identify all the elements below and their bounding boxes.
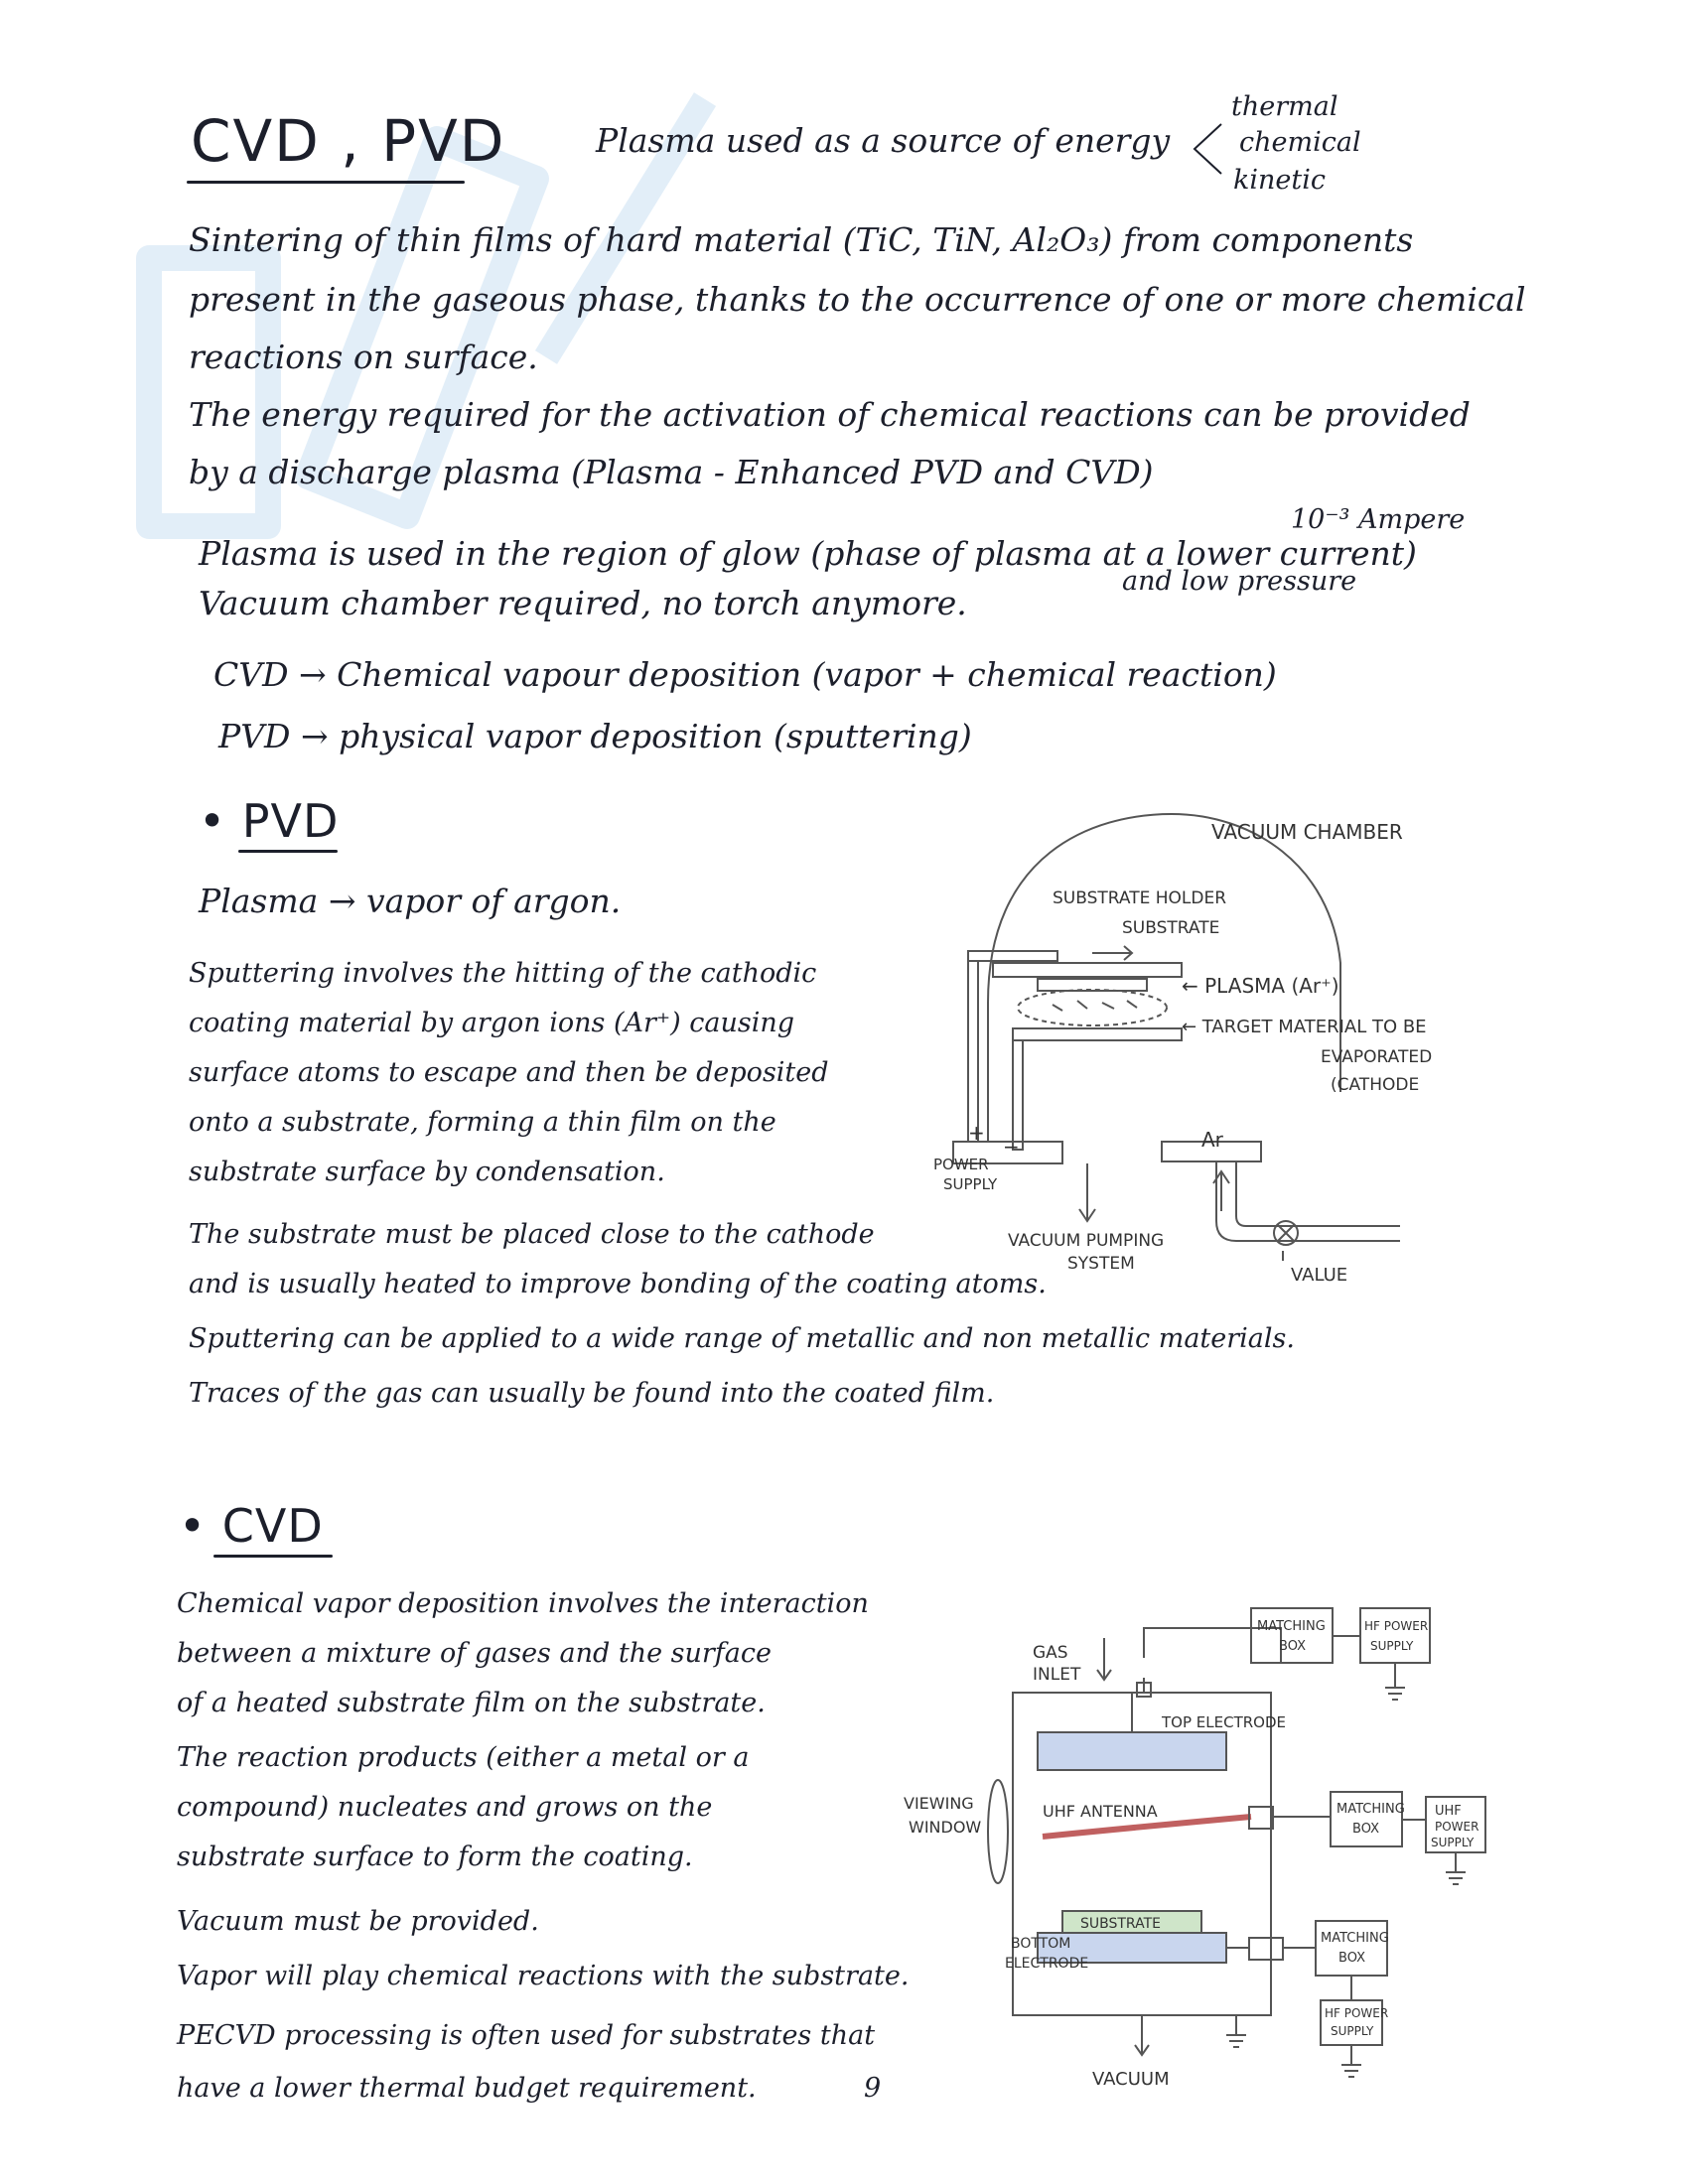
- hf-power-low-1: HF POWER: [1325, 2006, 1389, 2020]
- cvd-line-5: compound) nucleates and grows on the: [177, 1792, 713, 1823]
- vacuum-chamber-label: VACUUM CHAMBER: [1211, 820, 1403, 844]
- target-label-2: EVAPORATED: [1321, 1047, 1433, 1067]
- pvd-chamber-diagram: [894, 794, 1509, 1291]
- hf-power-top-2: SUPPLY: [1370, 1639, 1414, 1653]
- pvd-p2-line-2: and is usually heated to improve bonding of the coating atoms.: [189, 1269, 1047, 1299]
- title-underline: [187, 181, 465, 184]
- page-title: CVD , PVD: [191, 107, 506, 175]
- cvd-line-6: substrate surface to form the coating.: [177, 1842, 693, 1872]
- intro-line-3: reactions on surface.: [189, 338, 538, 376]
- valve-label: VALUE: [1291, 1265, 1348, 1286]
- gas-inlet-label-1: GAS: [1033, 1643, 1068, 1663]
- matching-box-top-2: BOX: [1279, 1639, 1306, 1654]
- cvd-line-7: Vacuum must be provided.: [177, 1906, 539, 1937]
- plasma-label: ← PLASMA (Ar⁺): [1182, 974, 1339, 998]
- cvd-definition: CVD → Chemical vapour deposition (vapor + chemical reaction): [213, 655, 1277, 694]
- target-label-3: (CATHODE: [1331, 1075, 1420, 1095]
- bottom-electrode-1: BOTTOM: [1011, 1936, 1071, 1952]
- intro-line-1: Sintering of thin films of hard material (TiC, TiN, Al₂O₃) from components: [189, 220, 1414, 259]
- cvd-line-9: PECVD processing is often used for substrates that: [177, 2020, 876, 2051]
- energy-line: Plasma used as a source of energy: [596, 121, 1171, 160]
- matching-box-mid-1: MATCHING: [1336, 1802, 1405, 1817]
- intro-line-2: present in the gaseous phase, thanks to the occurrence of one or more chemical: [189, 280, 1526, 319]
- cvd-line-10: have a lower thermal budget requirement.: [177, 2073, 757, 2104]
- cvd-line-2: between a mixture of gases and the surface: [177, 1638, 772, 1669]
- cvd-line-3: of a heated substrate film on the substrate.: [177, 1688, 766, 1718]
- energy-type-thermal: thermal: [1231, 91, 1338, 122]
- target-label-1: ← TARGET MATERIAL TO BE: [1182, 1017, 1427, 1037]
- pvd-p1-line-1: Sputtering involves the hitting of the cathodic: [189, 958, 817, 989]
- pressure-note: and low pressure: [1122, 566, 1357, 597]
- viewing-window-label-1: VIEWING: [904, 1794, 974, 1813]
- plus-sign: +: [968, 1121, 985, 1145]
- uhf-antenna-label: UHF ANTENNA: [1043, 1802, 1158, 1821]
- pvd-p1-line-4: onto a substrate, forming a thin film on the: [189, 1107, 776, 1138]
- energy-type-kinetic: kinetic: [1233, 165, 1326, 196]
- bottom-electrode-2: ELECTRODE: [1005, 1956, 1089, 1972]
- pvd-p2-line-3: Sputtering can be applied to a wide range of metallic and non metallic materials.: [189, 1323, 1295, 1354]
- cvd-line-4: The reaction products (either a metal or a: [177, 1742, 750, 1773]
- pvd-plasma-line: Plasma → vapor of argon.: [199, 882, 622, 920]
- minus-sign: −: [1003, 1135, 1020, 1159]
- hf-power-low-2: SUPPLY: [1331, 2024, 1374, 2038]
- cvd-line-1: Chemical vapor deposition involves the interaction: [177, 1588, 869, 1619]
- pvd-p1-line-5: substrate surface by condensation.: [189, 1157, 665, 1187]
- pumping-label-2: SYSTEM: [1067, 1254, 1135, 1274]
- cvd-heading: • CVD: [179, 1499, 324, 1553]
- pecvd-reactor-diagram: [894, 1588, 1529, 2105]
- matching-box-mid-2: BOX: [1352, 1822, 1379, 1837]
- intro-line-7: Vacuum chamber required, no torch anymore.: [199, 584, 967, 622]
- intro-line-5: by a discharge plasma (Plasma - Enhanced PVD and CVD): [189, 453, 1154, 491]
- page-number: 9: [864, 2073, 882, 2104]
- pvd-p2-line-4: Traces of the gas can usually be found into the coated film.: [189, 1378, 995, 1409]
- intro-line-4: The energy required for the activation of chemical reactions can be provided: [189, 395, 1471, 434]
- matching-box-low-2: BOX: [1338, 1951, 1365, 1966]
- substrate-label: SUBSTRATE: [1122, 918, 1220, 938]
- pumping-label-1: VACUUM PUMPING: [1008, 1231, 1165, 1251]
- uhf-power-2: POWER: [1435, 1820, 1479, 1834]
- matching-box-low-1: MATCHING: [1321, 1931, 1389, 1946]
- brace-icon: [1187, 119, 1226, 179]
- uhf-power-3: SUPPLY: [1431, 1836, 1475, 1849]
- substrate-holder-label: SUBSTRATE HOLDER: [1053, 888, 1227, 908]
- ampere-note: 10⁻³ Ampere: [1291, 504, 1466, 535]
- top-electrode-label: TOP ELECTRODE: [1162, 1713, 1286, 1731]
- power-label-1: POWER: [933, 1156, 989, 1173]
- substrate-box-label: SUBSTRATE: [1080, 1916, 1161, 1932]
- pvd-p1-line-2: coating material by argon ions (Ar⁺) causing: [189, 1008, 795, 1038]
- uhf-power-1: UHF: [1435, 1804, 1462, 1819]
- hf-power-top-1: HF POWER: [1364, 1619, 1429, 1633]
- pvd-underline: [238, 850, 338, 853]
- gas-inlet-label-2: INLET: [1033, 1665, 1081, 1685]
- pvd-heading: • PVD: [199, 794, 340, 848]
- vacuum-label: VACUUM: [1092, 2069, 1170, 2090]
- ar-label: Ar: [1201, 1128, 1223, 1152]
- matching-box-top-1: MATCHING: [1257, 1619, 1326, 1634]
- pvd-p2-line-1: The substrate must be placed close to the cathode: [189, 1219, 875, 1250]
- viewing-window-label-2: WINDOW: [909, 1818, 982, 1837]
- power-label-2: SUPPLY: [943, 1175, 998, 1193]
- cvd-underline: [213, 1555, 333, 1558]
- pvd-definition: PVD → physical vapor deposition (sputtering): [218, 717, 972, 755]
- pvd-p1-line-3: surface atoms to escape and then be deposited: [189, 1057, 829, 1088]
- cvd-line-8: Vapor will play chemical reactions with the substrate.: [177, 1961, 910, 1991]
- energy-type-chemical: chemical: [1239, 127, 1361, 158]
- intro-line-6: Plasma is used in the region of glow (phase of plasma at a lower current): [199, 534, 1417, 573]
